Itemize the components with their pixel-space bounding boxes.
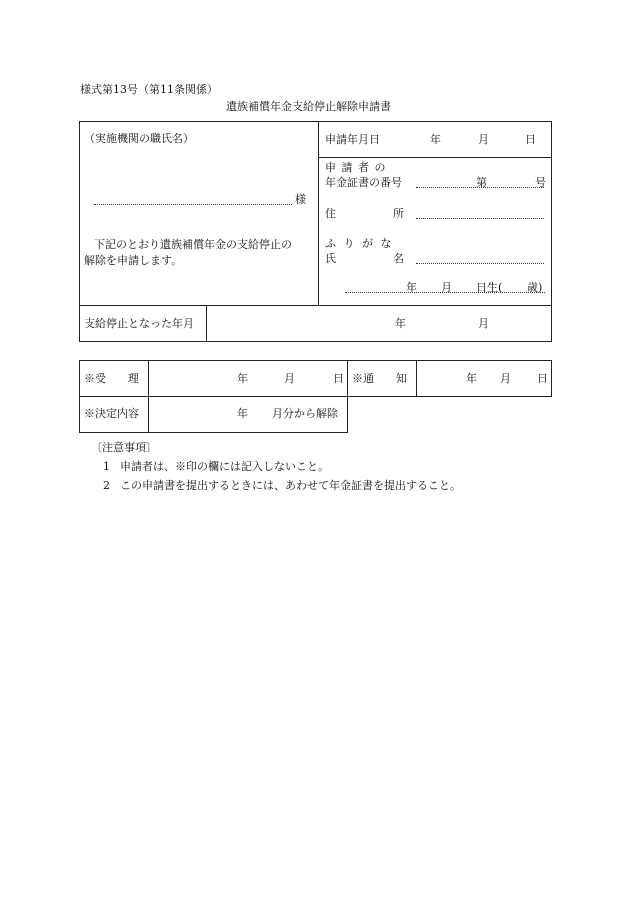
address-label-ju: 住 (325, 207, 336, 220)
apply-date-day[interactable]: 日 (525, 133, 536, 146)
pension-cert-number-field[interactable] (416, 187, 544, 188)
apply-date-year[interactable]: 年 (430, 133, 441, 146)
declaration-line2: 解除を申請します。 (84, 254, 183, 267)
apply-date-label: 申請年月日 (325, 133, 380, 146)
sama-label: 様 (295, 193, 306, 206)
receipt-day: 日 (333, 372, 344, 385)
birth-month: 月 (441, 281, 452, 294)
address-field[interactable] (416, 218, 544, 219)
notice-year: 年 (466, 372, 477, 385)
form-number: 様式第13号（第11条関係） (80, 83, 218, 96)
suspend-year[interactable]: 年 (395, 317, 406, 330)
name-label-mei: 名 (393, 252, 404, 265)
note-1-num: 1 (103, 460, 110, 473)
decision-text: 月分から解除 (272, 407, 338, 420)
name-field[interactable] (416, 263, 544, 264)
applicant-label-line2: 年金証書の番号 (325, 176, 402, 189)
declaration-line1: 下記のとおり遺族補償年金の支給停止の (94, 238, 292, 251)
birth-year: 年 (406, 281, 417, 294)
form-title: 遺族補償年金支給停止解除申請書 (226, 100, 391, 113)
decision-year: 年 (237, 407, 248, 420)
apply-date-month[interactable]: 月 (478, 133, 489, 146)
furigana-label: ふ り が な (325, 237, 394, 250)
name-label-shi: 氏 (325, 252, 336, 265)
suspend-month[interactable]: 月 (478, 317, 489, 330)
decision-label: ※決定内容 (84, 407, 139, 420)
applicant-label-line1: 申 請 者 の (325, 161, 387, 174)
notice-label: ※通 知 (352, 372, 407, 385)
notes-header: 〔注意事項〕 (91, 441, 157, 454)
suspend-label: 支給停止となった年月 (84, 317, 194, 330)
receipt-year: 年 (237, 372, 248, 385)
receipt-month: 月 (284, 372, 295, 385)
address-label-sho: 所 (393, 207, 404, 220)
cert-dai: 第 (476, 176, 487, 189)
addressee-field[interactable] (94, 204, 292, 205)
notice-month: 月 (500, 372, 511, 385)
birth-day: 日生( (476, 281, 503, 294)
note-2-text: この申請書を提出するときには、あわせて年金証書を提出すること。 (120, 479, 461, 492)
notice-day: 日 (537, 372, 548, 385)
cert-go: 号 (535, 176, 546, 189)
addressee-label: （実施機関の職氏名） (84, 132, 194, 145)
note-2-num: 2 (103, 479, 110, 492)
birth-age: 歳) (527, 281, 543, 294)
note-1-text: 申請者は、※印の欄には記入しないこと。 (120, 460, 329, 473)
receipt-label: ※受 理 (84, 372, 139, 385)
